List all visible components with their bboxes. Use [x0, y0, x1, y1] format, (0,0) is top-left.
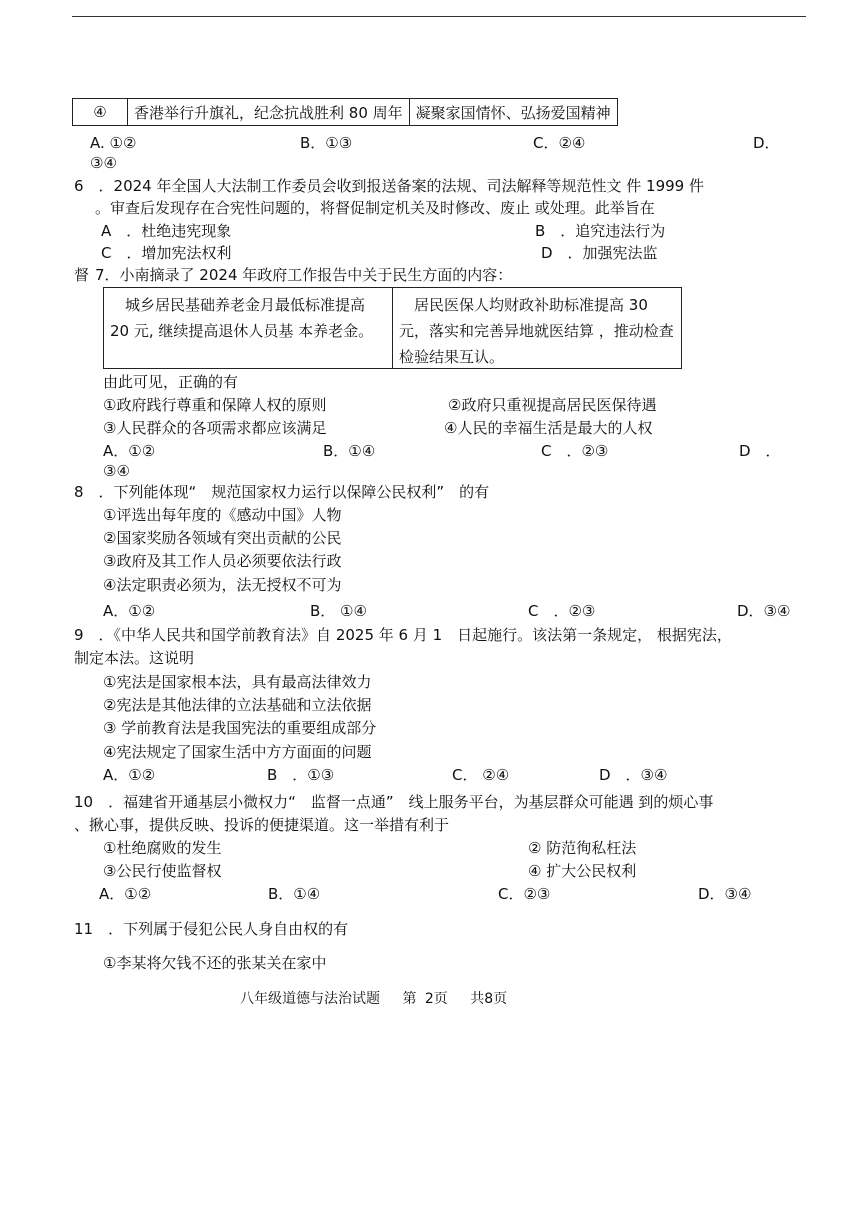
q7-lead: 由此可见，正确的有 [103, 373, 239, 391]
q6-option-a: A ．杜绝违宪现象 [101, 222, 232, 240]
q7-statement-4: ④人民的幸福生活是最大的人权 [444, 419, 653, 437]
q9-statement-4: ④宪法规定了国家生活中方方面面的问题 [103, 743, 372, 761]
q10-stem-line1: 10 ．福建省开通基层小微权力“ 监督一点通” 线上服务平台，为基层群众可能遇 到的烦心事 [74, 793, 714, 811]
q7-option-d-value: ③④ [103, 462, 130, 480]
q8-option-b: B． ①④ [310, 602, 367, 620]
q9-stem-line1: 9 ．《中华人民共和国学前教育法》自 2025 年 6 月 1 日起施行。该法第一条规定， 根据宪法， [74, 626, 732, 644]
q9-option-b: B ．①③ [267, 766, 335, 784]
q7-excerpt-box [103, 287, 682, 369]
q6-stem-line2: 。审查后发现存在合宪性问题的，将督促制定机关及时修改、废止 或处理。此举旨在 [95, 199, 655, 217]
q7-option-c: C ．②③ [541, 442, 609, 460]
q8-statement-3: ③政府及其工作人员必须要依法行政 [103, 552, 342, 570]
q11-stem: 11 ．下列属于侵犯公民人身自由权的有 [74, 920, 349, 938]
q9-statement-1: ①宪法是国家根本法，具有最高法律效力 [103, 673, 372, 691]
q10-option-b: B．①④ [268, 885, 321, 903]
q7-stem: 7．小南摘录了 2024 年政府工作报告中关于民生方面的内容： [95, 266, 513, 284]
q5-option-a: A. ①② [90, 134, 137, 152]
q10-statement-4: ④ 扩大公民权利 [528, 862, 637, 880]
q8-statement-1: ①评选出每年度的《感动中国》人物 [103, 506, 342, 524]
q7-statement-2: ②政府只重视提高居民医保待遇 [448, 396, 657, 414]
q5-option-d-value: ③④ [90, 154, 117, 172]
q6-option-d: D ．加强宪法监 [541, 244, 658, 262]
q10-statement-1: ①杜绝腐败的发生 [103, 839, 222, 857]
q7-excerpt-medical: 居民医保人均财政补助标准提高 30 元，落实和完善异地就医结算 ，推动检查检验结果互认。 [399, 296, 674, 366]
q10-statement-2: ② 防范徇私枉法 [528, 839, 637, 857]
q10-stem-line2: 、揪心事，提供反映、投诉的便捷渠道。这一举措有利于 [74, 816, 450, 834]
q9-stem-line2: 制定本法。这说明 [74, 649, 195, 667]
q6-option-d-continued: 督 [74, 266, 90, 284]
q5-option-c: C．②④ [533, 134, 586, 152]
q10-statement-3: ③公民行使监督权 [103, 862, 222, 880]
q9-option-d: D ．③④ [599, 766, 668, 784]
q9-statement-2: ②宪法是其他法律的立法基础和立法依据 [103, 696, 372, 714]
row-number: ④ [73, 99, 128, 126]
q9-statement-3: ③ 学前教育法是我国宪法的重要组成部分 [103, 719, 377, 737]
q8-stem: 8 ．下列能体现“ 规范国家权力运行以保障公民权利” 的有 [74, 483, 490, 501]
q7-statement-3: ③人民群众的各项需求都应该满足 [103, 419, 327, 437]
q7-statement-1: ①政府践行尊重和保障人权的原则 [103, 396, 327, 414]
q7-excerpt-pension: 城乡居民基础养老金月最低标准提高 20 元, 继续提高退休人员基 本养老金。 [104, 288, 393, 368]
q5-option-b: B．①③ [300, 134, 353, 152]
q8-statement-4: ④法定职责必须为，法无授权不可为 [103, 576, 342, 594]
row-meaning: 凝聚家国情怀、弘扬爱国精神 [409, 99, 617, 126]
q9-option-c: C． ②④ [452, 766, 510, 784]
row-event: 香港举行升旗礼，纪念抗战胜利 80 周年 [128, 99, 410, 126]
q5-option-d-prefix: D． [753, 134, 780, 152]
q6-stem-line1: 6 ．2024 年全国人大法制工作委员会收到报送备案的法规、司法解释等规范性文 件 1999 件 [74, 177, 704, 195]
q10-option-c: C．②③ [498, 885, 551, 903]
q6-option-b: B ．追究违法行为 [535, 222, 666, 240]
question5-table-row4 [72, 98, 618, 126]
q7-option-b: B．①④ [323, 442, 376, 460]
q8-statement-2: ②国家奖励各领域有突出贡献的公民 [103, 529, 342, 547]
header-rule [72, 16, 806, 17]
q8-option-a: A．①② [103, 602, 156, 620]
page-footer: 八年级道德与法治试题 第 2页 共8页 [240, 991, 508, 1007]
q9-option-a: A．①② [103, 766, 156, 784]
q7-option-a: A．①② [103, 442, 156, 460]
q7-option-d-prefix: D ． [739, 442, 781, 460]
q10-option-d: D．③④ [698, 885, 752, 903]
q8-option-d: D．③④ [737, 602, 791, 620]
q10-option-a: A．①② [99, 885, 152, 903]
q11-statement-1: ①李某将欠钱不还的张某关在家中 [103, 954, 327, 972]
q8-option-c: C ．②③ [528, 602, 596, 620]
q6-option-c: C ．增加宪法权利 [101, 244, 232, 262]
